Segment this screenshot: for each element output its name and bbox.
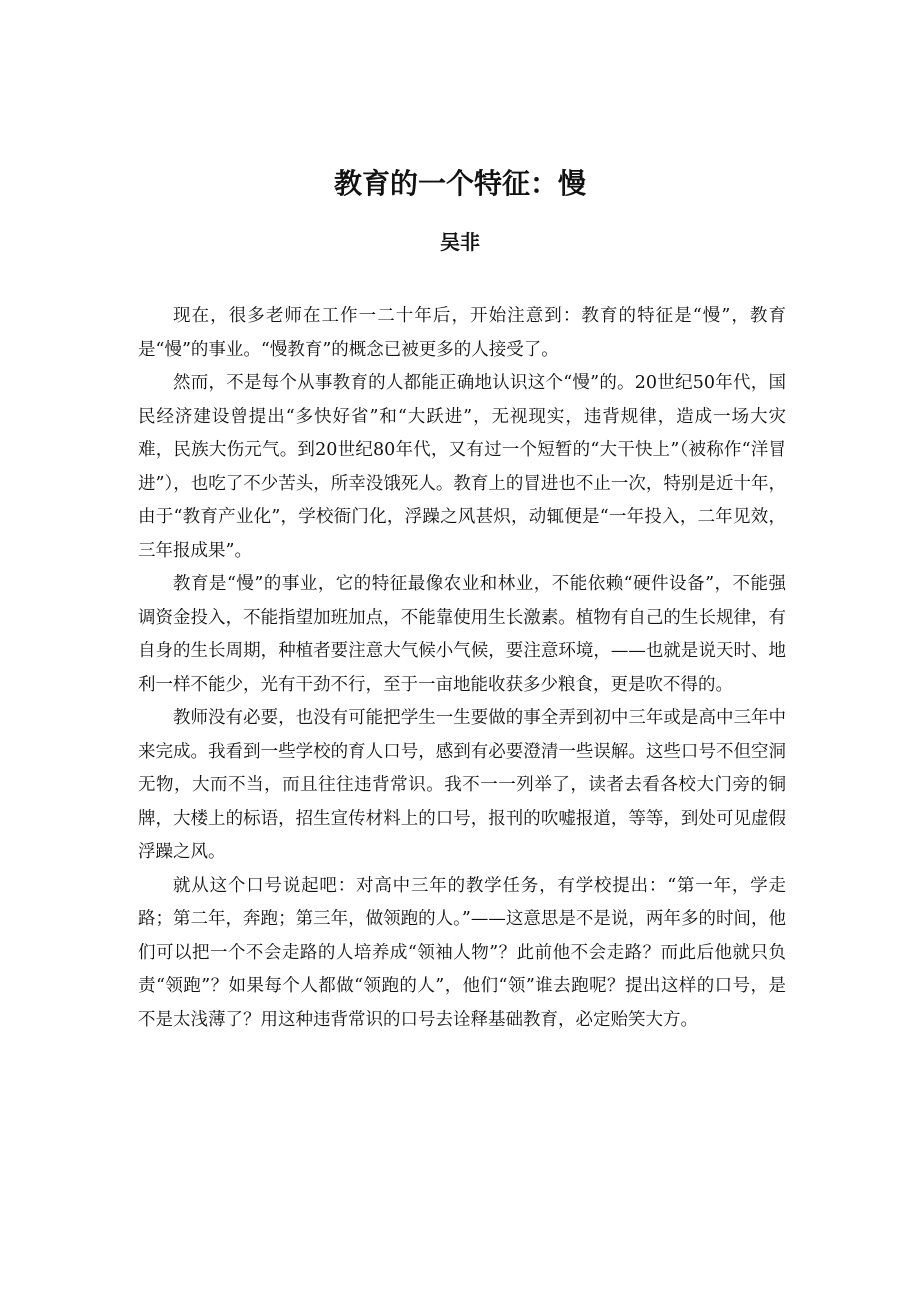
document-body (138, 300, 786, 1037)
document-title: 教育的一个特征：慢 (333, 167, 586, 200)
paragraph-2: 然而，不是每个从事教育的人都能正确地认识这个“慢”的。20世纪50年代，国民经济建设曾提出“多快好省”和“大跃进”，无视现实，违背规律，造成一场大灾难，民族大伤元气。到20世纪80年代，又有过一个短暂的“大干快上”（被称作“洋冒进”），也吃了不少苦头，所幸没饿死人。教育上的冒进也不止一次，特别是近十年，由于“教育产业化”，学校衙门化，浮躁之风甚炽，动辄便是“一年投入，二年见效，三年报成果”。 (138, 373, 786, 561)
paragraph-5: 就从这个口号说起吧：对高中三年的教学任务，有学校提出：“第一年，学走路；第二年，奔跑；第三年，做领跑的人。”——这意思是不是说，两年多的时间，他们可以把一个不会走路的人培养成“领袖人物”？此前他不会走路？而此后他就只负责“领跑”？如果每个人都做“领跑的人”，他们“领”谁去跑呢？提出这样的口号，是不是太浅薄了？用这种违背常识的口号去诠释基础教育，必定贻笑大方。 (138, 875, 786, 1030)
paragraph-1: 现在，很多老师在工作一二十年后，开始注意到：教育的特征是“慢”，教育是“慢”的事业。“慢教育”的概念已被更多的人接受了。 (138, 306, 786, 360)
paragraph-3: 教育是“慢”的事业，它的特征最像农业和林业，不能依赖“硬件设备”，不能强调资金投入，不能指望加班加点，不能靠使用生长激素。植物有自己的生长规律，有自身的生长周期，种植者要注意大气候小气候，要注意环境，——也就是说天时、地利一样不能少，光有干劲不行，至于一亩地能收获多少粮食，更是吹不得的。 (138, 574, 786, 695)
document-author: 吴非 (440, 230, 480, 254)
paragraph-4: 教师没有必要，也没有可能把学生一生要做的事全弄到初中三年或是高中三年中来完成。我看到一些学校的育人口号，感到有必要澄清一些误解。这些口号不但空洞无物，大而不当，而且往往违背常识。我不一一列举了，读者去看各校大门旁的铜牌，大楼上的标语，招生宣传材料上的口号，报刊的吹嘘报道，等等，到处可见虚假浮躁之风。 (138, 708, 786, 862)
